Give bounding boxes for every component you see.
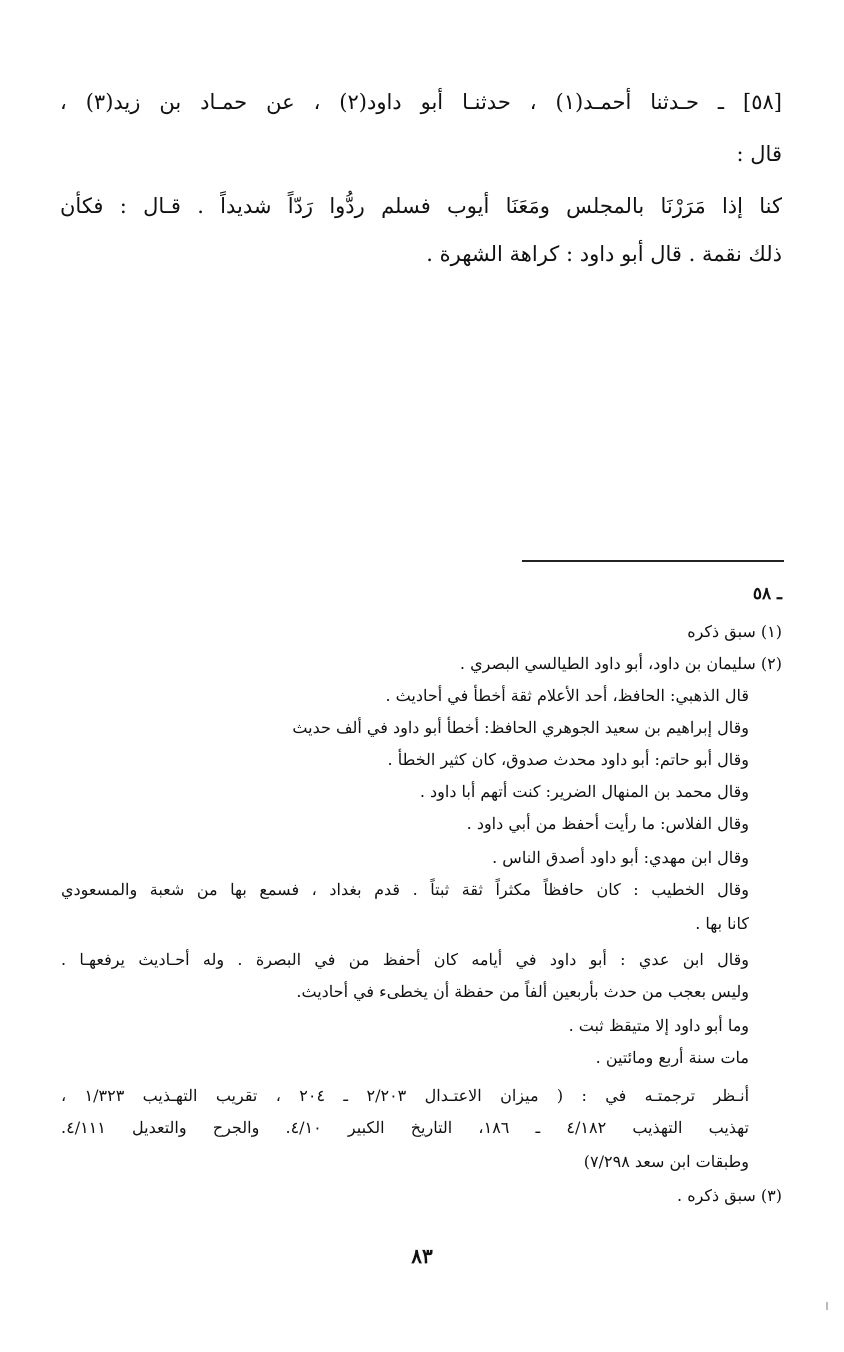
footnote-line: أنـظر ترجمتـه في : ( ميزان الاعتـدال ٢/٢٠٣ ـ ٢٠٤ ، تقريب التهـذيب ١/٣٢٣ ، (61, 1086, 750, 1105)
footnote-line: وليس بعجب من حدث بأربعين ألفاً من حفظة أن يخطىء في أحاديث. (296, 982, 749, 1001)
footnote-line: (١) سبق ذكره (687, 622, 782, 641)
hadith-line-3: كنا إذا مَرَرْنَا بالمجلس ومَعَنَا أيوب فسلم ردُّوا رَدّاً شديداً . قـال : فكأن (60, 194, 782, 218)
footnote-line: وقال إبراهيم بن سعيد الجوهري الحافظ: أخطأ أبو داود في ألف حديث (292, 718, 749, 737)
page-number: ٨٣ (411, 1244, 433, 1268)
footnote-line: كانا بها . (695, 914, 749, 933)
footnote-line: وقال الفلاس: ما رأيت أحفظ من أبي داود . (466, 814, 749, 833)
scan-speck (826, 1302, 828, 1310)
footnote-line: وقال ابن مهدي: أبو داود أصدق الناس . (492, 848, 749, 867)
footnote-divider (522, 560, 784, 562)
footnote-heading: ـ ٥٨ (752, 584, 782, 604)
footnote-line: وقال أبو حاتم: أبو داود محدث صدوق، كان كثير الخطأ . (387, 750, 749, 769)
footnote-line: وما أبو داود إلا متيقظ ثبت . (568, 1016, 749, 1035)
footnote-line: وقال محمد بن المنهال الضرير: كنت أتهم أبا داود . (419, 782, 749, 801)
footnote-line: قال الذهبي: الحافظ، أحد الأعلام ثقة أخطأ في أحاديث . (385, 686, 749, 705)
footnote-line: (٢) سليمان بن داود، أبو داود الطيالسي البصري . (459, 654, 782, 673)
hadith-line-2: قال : (736, 142, 782, 166)
footnote-line: وطبقات ابن سعد ٧/٢٩٨) (583, 1152, 749, 1171)
hadith-line-4: ذلك نقمة . قال أبو داود : كراهة الشهرة . (426, 242, 782, 266)
footnote-line: مات سنة أربع ومائتين . (595, 1048, 749, 1067)
footnote-line: وقال الخطيب : كان حافظاً مكثراً ثقة ثبتاً . قدم بغداد ، فسمع بها من شعبة والمسعودي (61, 880, 749, 899)
hadith-line-1: [٥٨] ـ حـدثنا أحمـد(١) ، حدثنـا أبو داود(٢) ، عن حمـاد بن زيد(٣) ، (60, 90, 782, 114)
footnote-line: وقال ابن عدي : أبو داود في أيامه كان أحفظ من في البصرة . وله أحـاديث يرفعهـا . (61, 950, 749, 969)
footnote-line: تهذيب التهذيب ٤/١٨٢ ـ ١٨٦، التاريخ الكبير ٤/١٠. والجرح والتعديل ٤/١١١. (61, 1118, 750, 1137)
footnote-line: (٣) سبق ذكره . (677, 1186, 782, 1205)
